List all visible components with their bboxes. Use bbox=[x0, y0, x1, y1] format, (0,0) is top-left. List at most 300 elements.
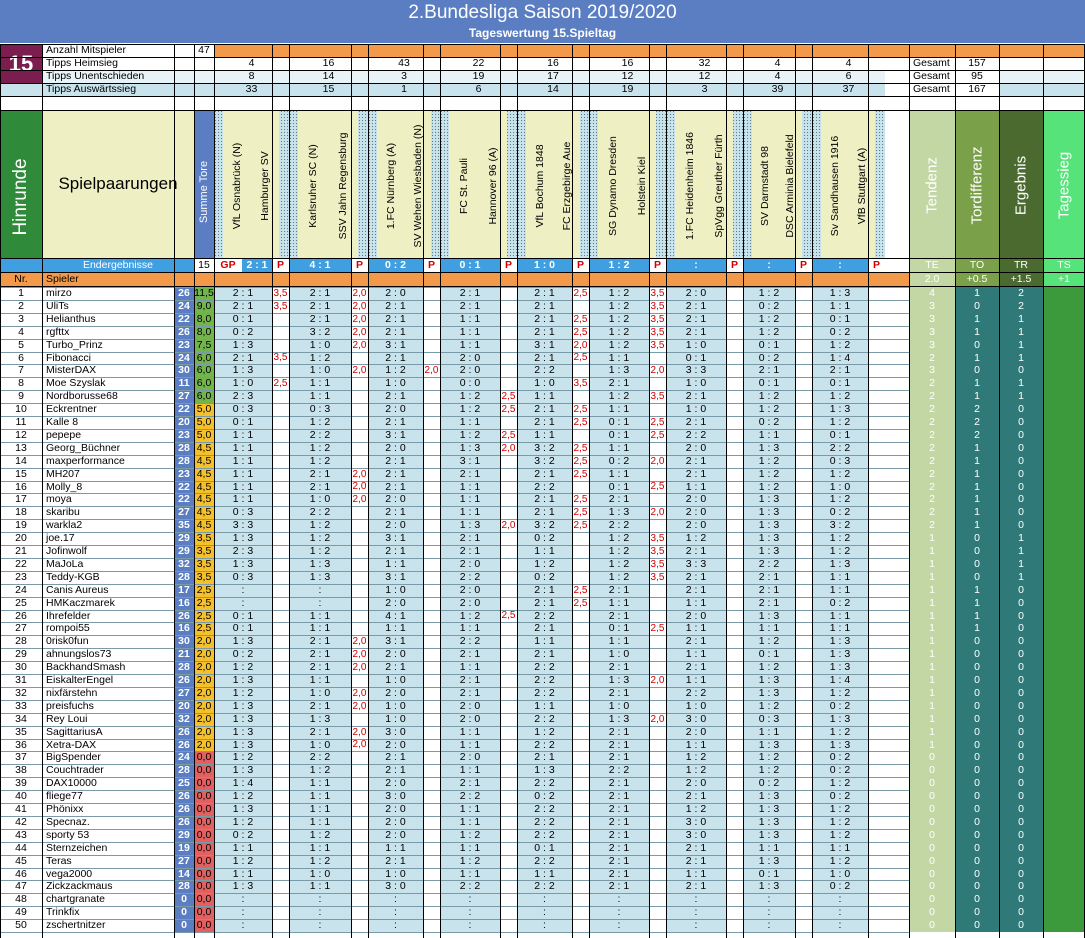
player-tip: 1 : 1 bbox=[589, 468, 649, 481]
player-tip: 2 : 0 bbox=[368, 739, 423, 751]
player-tip: 2 : 1 bbox=[589, 687, 649, 700]
player-tip: 0 : 1 bbox=[589, 416, 649, 429]
player-bonus bbox=[649, 829, 666, 842]
player-bonus bbox=[351, 790, 368, 803]
player-bonus: 2,0 bbox=[352, 469, 367, 480]
player-tip: 2 : 1 bbox=[517, 313, 572, 326]
player-score bbox=[1043, 726, 1085, 739]
player-score: 1 bbox=[955, 442, 999, 455]
player-goals: 28 bbox=[174, 764, 194, 777]
player-name: Turbo_Prinz bbox=[42, 339, 174, 352]
player-bonus bbox=[649, 493, 666, 506]
player-score: 0 bbox=[955, 558, 999, 571]
score-label: Ergebnis bbox=[1012, 155, 1030, 216]
player-tip: 2 : 0 bbox=[368, 803, 423, 816]
player-tip: 0 : 2 bbox=[517, 532, 572, 545]
player-tip: 2 : 1 bbox=[517, 751, 572, 764]
player-nr: 30 bbox=[0, 661, 42, 674]
player-tip: 0 : 3 bbox=[214, 506, 272, 519]
player-bonus bbox=[500, 300, 517, 313]
player-tip: 1 : 2 bbox=[289, 519, 351, 532]
player-tip: 1 : 2 bbox=[812, 726, 868, 739]
player-bonus: 2,5 bbox=[573, 456, 588, 467]
player-bonus bbox=[868, 571, 885, 584]
player-tip: 2 : 1 bbox=[666, 842, 726, 855]
player-bonus bbox=[423, 584, 440, 597]
player-bonus bbox=[423, 416, 440, 429]
player-bonus bbox=[500, 674, 517, 687]
player-score bbox=[1043, 622, 1085, 635]
player-name: pepepe bbox=[42, 429, 174, 442]
player-nr: 24 bbox=[0, 584, 42, 597]
player-bonus bbox=[726, 777, 743, 790]
player-tip: 0 : 1 bbox=[743, 339, 795, 352]
player-bonus bbox=[572, 635, 589, 648]
player-score: 0 bbox=[999, 584, 1043, 597]
player-bonus bbox=[500, 622, 517, 635]
player-tip: 2 : 1 bbox=[589, 739, 649, 751]
player-tip: 2 : 0 bbox=[666, 506, 726, 519]
player-tip: 0 : 3 bbox=[214, 571, 272, 584]
player-tip: : bbox=[666, 893, 726, 906]
player-points: 4,5 bbox=[194, 468, 214, 481]
player-tip: : bbox=[666, 919, 726, 932]
player-nr: 12 bbox=[0, 429, 42, 442]
player-score: 0 bbox=[999, 442, 1043, 455]
player-bonus bbox=[649, 597, 666, 610]
player-tip: 1 : 2 bbox=[743, 468, 795, 481]
player-bonus bbox=[351, 558, 368, 571]
player-score: 0 bbox=[999, 868, 1043, 880]
player-tip: 1 : 0 bbox=[214, 377, 272, 390]
blank bbox=[194, 70, 214, 83]
player-bonus bbox=[500, 481, 517, 493]
player-name: warkla2 bbox=[42, 519, 174, 532]
player-score bbox=[1043, 610, 1085, 622]
player-name: sporty 53 bbox=[42, 829, 174, 842]
player-tip: 0 : 2 bbox=[743, 416, 795, 429]
player-score: 0 bbox=[999, 687, 1043, 700]
player-name: Moe Szyslak bbox=[42, 377, 174, 390]
player-score: 0 bbox=[999, 842, 1043, 855]
player-points: 2,0 bbox=[194, 700, 214, 713]
player-bonus bbox=[795, 868, 812, 880]
player-bonus bbox=[868, 855, 885, 868]
player-tip: 1 : 3 bbox=[289, 558, 351, 571]
player-tip: 1 : 2 bbox=[812, 532, 868, 545]
player-bonus bbox=[572, 816, 589, 829]
player-bonus bbox=[649, 739, 666, 751]
away-team: Hannover 96 (A) bbox=[486, 147, 499, 225]
player-tip: 1 : 2 bbox=[589, 545, 649, 558]
player-tip: 1 : 2 bbox=[214, 687, 272, 700]
player-score: 0 bbox=[999, 416, 1043, 429]
player-bonus bbox=[423, 481, 440, 493]
player-tip: 2 : 1 bbox=[368, 313, 423, 326]
player-score: 0 bbox=[999, 403, 1043, 416]
player-tip: 2 : 1 bbox=[440, 687, 500, 700]
player-bonus bbox=[423, 493, 440, 506]
player-bonus bbox=[649, 726, 666, 739]
player-tip: : bbox=[589, 893, 649, 906]
player-tip: 1 : 0 bbox=[289, 868, 351, 880]
player-score: 1 bbox=[909, 545, 955, 558]
player-bonus bbox=[868, 481, 885, 493]
player-bonus bbox=[572, 790, 589, 803]
player-bonus bbox=[500, 906, 517, 919]
player-tip: 2 : 1 bbox=[589, 829, 649, 842]
player-score: 1 bbox=[999, 545, 1043, 558]
player-score: 0 bbox=[999, 455, 1043, 468]
player-tip: 1 : 2 bbox=[812, 390, 868, 403]
player-bonus bbox=[726, 493, 743, 506]
player-score bbox=[1043, 880, 1085, 893]
player-nr: 6 bbox=[0, 352, 42, 364]
player-score bbox=[1043, 352, 1085, 364]
player-tip: : bbox=[289, 893, 351, 906]
player-name: preisfuchs bbox=[42, 700, 174, 713]
player-tip: 1 : 3 bbox=[214, 558, 272, 571]
player-bonus: 3,5 bbox=[273, 288, 288, 299]
player-tip: 1 : 0 bbox=[666, 339, 726, 352]
player-nr: 35 bbox=[0, 726, 42, 739]
player-tip: 2 : 1 bbox=[214, 287, 272, 300]
player-nr: 41 bbox=[0, 803, 42, 816]
player-tip: : bbox=[214, 906, 272, 919]
player-score: 4 bbox=[909, 287, 955, 300]
player-bonus: 2,5 bbox=[573, 585, 588, 596]
player-goals: 28 bbox=[174, 455, 194, 468]
player-score: 0 bbox=[955, 635, 999, 648]
player-goals: 32 bbox=[174, 558, 194, 571]
player-score: 0 bbox=[999, 506, 1043, 519]
player-bonus bbox=[351, 377, 368, 390]
player-goals: 24 bbox=[174, 352, 194, 364]
player-bonus bbox=[272, 364, 289, 377]
player-tip: 2 : 1 bbox=[289, 287, 351, 300]
player-tip: 1 : 0 bbox=[289, 739, 351, 751]
player-tip: 2 : 1 bbox=[517, 416, 572, 429]
player-score: 0 bbox=[999, 622, 1043, 635]
player-bonus: 2,5 bbox=[273, 378, 288, 389]
player-bonus bbox=[795, 468, 812, 481]
score-weight: 2.0 bbox=[909, 272, 955, 286]
player-tip: 3 : 0 bbox=[368, 790, 423, 803]
player-tip: 2 : 0 bbox=[440, 597, 500, 610]
player-bonus bbox=[423, 545, 440, 558]
player-tip: 0 : 1 bbox=[589, 429, 649, 442]
player-bonus bbox=[572, 855, 589, 868]
player-goals: 16 bbox=[174, 622, 194, 635]
player-tip: 2 : 0 bbox=[666, 287, 726, 300]
player-bonus bbox=[726, 906, 743, 919]
player-goals: 22 bbox=[174, 403, 194, 416]
player-tip: 1 : 3 bbox=[812, 713, 868, 726]
player-name: SagittariusA bbox=[42, 726, 174, 739]
player-tip: 1 : 3 bbox=[743, 674, 795, 687]
player-tip: 0 : 2 bbox=[214, 829, 272, 842]
tipps-value: 12 bbox=[666, 70, 743, 83]
player-tip: 2 : 2 bbox=[517, 777, 572, 790]
player-bonus bbox=[726, 674, 743, 687]
player-bonus bbox=[351, 571, 368, 584]
player-tip: 1 : 1 bbox=[666, 481, 726, 493]
player-tip: 3 : 0 bbox=[368, 726, 423, 739]
player-bonus bbox=[500, 868, 517, 880]
player-score: 2 bbox=[909, 455, 955, 468]
player-name: zschertnitzer bbox=[42, 919, 174, 932]
player-score bbox=[1043, 287, 1085, 300]
player-tip: 0 : 1 bbox=[812, 377, 868, 390]
player-tip: : bbox=[440, 906, 500, 919]
player-score: 0 bbox=[955, 803, 999, 816]
player-score bbox=[1043, 739, 1085, 751]
player-tip: 2 : 0 bbox=[666, 519, 726, 532]
player-goals: 24 bbox=[174, 751, 194, 764]
player-name: chartgranate bbox=[42, 893, 174, 906]
away-team: SpVgg Greuther Fürth bbox=[712, 134, 725, 238]
player-bonus bbox=[649, 855, 666, 868]
player-score: 0 bbox=[955, 816, 999, 829]
player-bonus bbox=[795, 674, 812, 687]
player-tip: 1 : 1 bbox=[589, 403, 649, 416]
player-score: 0 bbox=[999, 468, 1043, 481]
player-tip: 1 : 2 bbox=[289, 532, 351, 545]
player-tip: 0 : 2 bbox=[812, 751, 868, 764]
player-bonus bbox=[500, 880, 517, 893]
player-tip: 1 : 3 bbox=[743, 532, 795, 545]
player-tip: 0 : 1 bbox=[743, 648, 795, 661]
player-bonus bbox=[795, 429, 812, 442]
player-tip: 2 : 1 bbox=[289, 661, 351, 674]
player-tip: 1 : 1 bbox=[440, 868, 500, 880]
player-name: BackhandSmash bbox=[42, 661, 174, 674]
player-tip: 1 : 3 bbox=[743, 545, 795, 558]
player-bonus bbox=[795, 764, 812, 777]
player-tip: 1 : 3 bbox=[214, 726, 272, 739]
player-tip: : bbox=[440, 919, 500, 932]
player-name: ahnungslos73 bbox=[42, 648, 174, 661]
player-tip: 1 : 2 bbox=[812, 468, 868, 481]
blank bbox=[0, 57, 42, 70]
player-bonus bbox=[868, 674, 885, 687]
player-bonus bbox=[572, 726, 589, 739]
player-tip: 2 : 2 bbox=[589, 764, 649, 777]
tipps-value: 16 bbox=[289, 57, 368, 70]
p-label: P bbox=[726, 258, 743, 272]
player-bonus bbox=[649, 777, 666, 790]
home-team: 1.FC Nürnberg (A) bbox=[384, 142, 397, 230]
player-tip: 1 : 3 bbox=[812, 558, 868, 571]
player-bonus bbox=[868, 635, 885, 648]
player-score: 0 bbox=[955, 764, 999, 777]
player-tip: 2 : 0 bbox=[368, 519, 423, 532]
player-tip: 1 : 3 bbox=[743, 829, 795, 842]
player-tip: 2 : 1 bbox=[368, 855, 423, 868]
player-tip: 2 : 2 bbox=[517, 481, 572, 493]
player-tip: 2 : 1 bbox=[743, 364, 795, 377]
player-tip: 1 : 4 bbox=[214, 777, 272, 790]
player-score: 0 bbox=[955, 364, 999, 377]
player-tip: 2 : 0 bbox=[666, 777, 726, 790]
player-bonus bbox=[500, 532, 517, 545]
player-name: DAX10000 bbox=[42, 777, 174, 790]
player-bonus bbox=[423, 442, 440, 455]
player-goals: 20 bbox=[174, 700, 194, 713]
gesamt-label: Gesamt bbox=[909, 70, 955, 83]
player-tip: 2 : 0 bbox=[440, 364, 500, 377]
player-score: 0 bbox=[909, 816, 955, 829]
player-score: 3 bbox=[909, 339, 955, 352]
player-bonus: 2,5 bbox=[650, 481, 665, 492]
player-bonus bbox=[726, 610, 743, 622]
player-bonus bbox=[868, 506, 885, 519]
player-bonus bbox=[868, 700, 885, 713]
score-code: TR bbox=[999, 258, 1043, 272]
player-points: 6,0 bbox=[194, 390, 214, 403]
player-name: Molly_8 bbox=[42, 481, 174, 493]
player-goals: 14 bbox=[174, 868, 194, 880]
player-tip: 2 : 1 bbox=[289, 700, 351, 713]
player-tip: 1 : 2 bbox=[743, 635, 795, 648]
player-tip: 1 : 1 bbox=[289, 622, 351, 635]
player-bonus bbox=[423, 429, 440, 442]
player-tip: 1 : 3 bbox=[214, 339, 272, 352]
player-score: 2 bbox=[909, 493, 955, 506]
player-bonus bbox=[500, 751, 517, 764]
player-bonus bbox=[423, 674, 440, 687]
player-bonus bbox=[726, 893, 743, 906]
player-goals: 29 bbox=[174, 829, 194, 842]
player-tip: 1 : 3 bbox=[214, 803, 272, 816]
player-bonus bbox=[795, 352, 812, 364]
player-score bbox=[1043, 364, 1085, 377]
player-bonus: 2,0 bbox=[352, 340, 367, 351]
end-label: Endergebnisse bbox=[42, 258, 194, 272]
player-bonus bbox=[351, 584, 368, 597]
player-points: 0,0 bbox=[194, 868, 214, 880]
player-bonus bbox=[500, 713, 517, 726]
player-tip: 1 : 3 bbox=[743, 855, 795, 868]
player-bonus bbox=[726, 545, 743, 558]
player-tip: 1 : 2 bbox=[440, 429, 500, 442]
player-tip: 1 : 2 bbox=[214, 816, 272, 829]
player-bonus: 3,5 bbox=[650, 391, 665, 402]
player-bonus: 2,0 bbox=[424, 365, 439, 376]
player-tip: 1 : 2 bbox=[289, 829, 351, 842]
player-tip: 1 : 2 bbox=[812, 545, 868, 558]
player-tip: 3 : 0 bbox=[666, 713, 726, 726]
blank bbox=[0, 258, 42, 272]
player-score: 1 bbox=[909, 610, 955, 622]
player-score bbox=[1043, 893, 1085, 906]
player-bonus bbox=[868, 558, 885, 571]
player-tip: 1 : 1 bbox=[666, 622, 726, 635]
player-tip: : bbox=[289, 597, 351, 610]
player-tip: 2 : 0 bbox=[368, 493, 423, 506]
player-tip: 2 : 1 bbox=[440, 777, 500, 790]
player-bonus bbox=[423, 726, 440, 739]
player-bonus bbox=[272, 906, 289, 919]
player-score: 0 bbox=[999, 893, 1043, 906]
player-bonus bbox=[726, 880, 743, 893]
player-tip: 1 : 3 bbox=[743, 816, 795, 829]
player-bonus bbox=[423, 300, 440, 313]
player-tip: 1 : 1 bbox=[368, 558, 423, 571]
player-tip: 1 : 2 bbox=[812, 493, 868, 506]
player-bonus bbox=[726, 364, 743, 377]
tipps-value: 16 bbox=[517, 57, 589, 70]
player-name: skaribu bbox=[42, 506, 174, 519]
player-tip: 1 : 2 bbox=[440, 390, 500, 403]
player-goals: 30 bbox=[174, 364, 194, 377]
player-nr: 42 bbox=[0, 816, 42, 829]
player-tip: 1 : 1 bbox=[743, 842, 795, 855]
player-bonus bbox=[868, 493, 885, 506]
player-bonus bbox=[795, 700, 812, 713]
player-tip: 2 : 2 bbox=[812, 442, 868, 455]
player-tip: 2 : 0 bbox=[666, 442, 726, 455]
player-tip: 1 : 2 bbox=[589, 558, 649, 571]
player-tip: 0 : 1 bbox=[517, 842, 572, 855]
player-name: Couchtrader bbox=[42, 764, 174, 777]
player-goals: 23 bbox=[174, 339, 194, 352]
player-tip: 2 : 1 bbox=[666, 571, 726, 584]
player-tip: 2 : 0 bbox=[440, 713, 500, 726]
player-bonus bbox=[500, 790, 517, 803]
player-tip: 2 : 1 bbox=[589, 777, 649, 790]
player-score: 1 bbox=[909, 532, 955, 545]
player-score bbox=[1043, 377, 1085, 390]
player-tip: 3 : 3 bbox=[214, 519, 272, 532]
player-tip: 1 : 2 bbox=[743, 326, 795, 339]
player-score bbox=[1043, 455, 1085, 468]
player-bonus: 2,5 bbox=[573, 417, 588, 428]
player-bonus: 2,5 bbox=[501, 430, 516, 441]
player-tip: 1 : 0 bbox=[289, 364, 351, 377]
home-team: Karlsruher SC (N) bbox=[307, 144, 319, 228]
player-bonus bbox=[795, 364, 812, 377]
player-tip: 2 : 2 bbox=[517, 855, 572, 868]
player-bonus bbox=[272, 790, 289, 803]
player-tip: 0 : 1 bbox=[214, 416, 272, 429]
player-tip: 1 : 3 bbox=[214, 674, 272, 687]
player-tip: 3 : 1 bbox=[368, 571, 423, 584]
player-bonus bbox=[351, 816, 368, 829]
player-bonus bbox=[272, 661, 289, 674]
player-bonus bbox=[500, 700, 517, 713]
player-bonus bbox=[726, 687, 743, 700]
player-bonus bbox=[649, 610, 666, 622]
player-points: 0,0 bbox=[194, 803, 214, 816]
player-tip: 0 : 1 bbox=[743, 377, 795, 390]
player-bonus bbox=[649, 842, 666, 855]
player-tip: : bbox=[368, 919, 423, 932]
player-tip: 1 : 2 bbox=[666, 803, 726, 816]
player-bonus: 2,0 bbox=[352, 727, 367, 738]
player-score: 1 bbox=[999, 313, 1043, 326]
player-name: 0risk0fun bbox=[42, 635, 174, 648]
player-tip: 2 : 1 bbox=[589, 790, 649, 803]
player-bonus bbox=[272, 455, 289, 468]
player-tip: 1 : 2 bbox=[289, 545, 351, 558]
player-tip: 2 : 1 bbox=[517, 287, 572, 300]
score-label: Tagessieg bbox=[1055, 151, 1073, 220]
player-score bbox=[1043, 300, 1085, 313]
player-score: 1 bbox=[909, 726, 955, 739]
player-tip: 1 : 2 bbox=[743, 390, 795, 403]
player-bonus bbox=[423, 597, 440, 610]
